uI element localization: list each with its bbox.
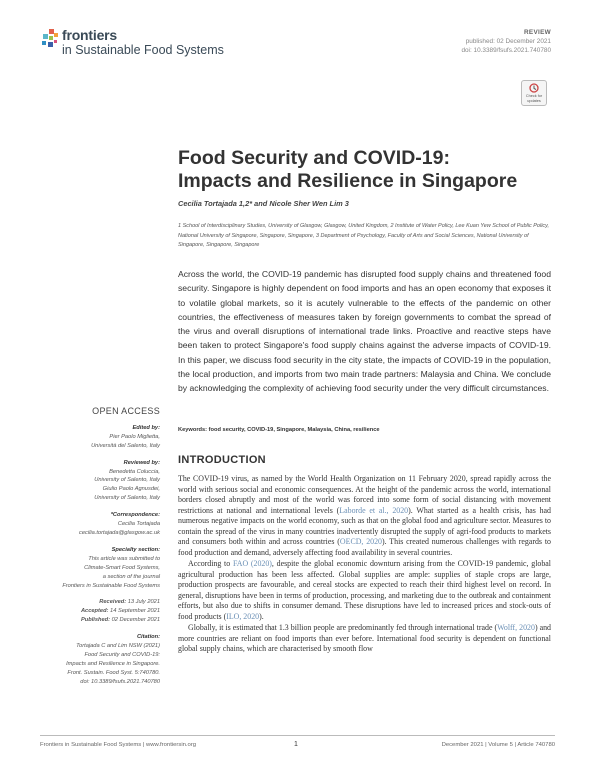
published-date: published: 02 December 2021 (465, 38, 551, 45)
edited-by-heading: Edited by: (132, 424, 160, 431)
specialty-line: This article was submitted to (88, 555, 160, 562)
citation-link[interactable]: Wolff, 2020 (497, 623, 535, 632)
title-line-2: Impacts and Resilience in Singapore (178, 170, 518, 192)
specialty-line: Frontiers in Sustainable Food Systems (62, 582, 160, 589)
received-date: Received: 13 July 2021 (99, 599, 160, 606)
article-type: REVIEW (523, 29, 551, 36)
editor-name[interactable]: Pier Paolo Miglietta, (109, 433, 160, 440)
reviewed-by-heading: Reviewed by: (123, 459, 160, 466)
citation-line: Front. Sustain. Food Syst. 5:740780. (67, 669, 160, 676)
abstract: Across the world, the COVID-19 pandemic has disrupted food supply chains and threatened food security. Singapore is highly dependent on food imports and has an open economy that exposes it to volatile global markets, so it is acutely vulnerable to the effects of the pandemic on other countries, the effectiveness of measures taken by foreign governments to combat the spread of the virus and overall disruptions of international trade links. Proactive and reactive steps have been taken to protect Singapore's food supply chains against the adverse impacts of COVID-19. In this paper, we discuss food security in the city state, the impacts of COVID-19 in the population, the local production, and imports from two main trade partners: Malaysia and China. We conclude by acknowledging the complexity of achieving food security under the very difficult circumstances. (178, 269, 551, 393)
footer-journal[interactable]: Frontiers in Sustainable Food Systems | www.frontiersin.org (40, 742, 197, 748)
paragraph: The COVID-19 virus, as named by the World Health Organization on 11 February 2020, spread rapidly across the world with serious social and economic consequences. At the height of the pandemic across the world, international borders closed abruptly and most of the world was forced into some form of social distancing with movement restrictions at national and international levels (Laborde et al., 2020). What started as a health crisis, has had numerous negative impacts on the world economy, such as that on the global food and agriculture sector. Measures to contain the spread of the virus in many countries inadvertently disrupted the supply of agri-food products to markets and consumers both within and across countries (OECD, 2020). This created numerous challenges with regards to food production and demand, adversely affecting food availability in several countries. (178, 474, 551, 557)
footer-divider (40, 735, 555, 736)
correspondence-name: Cecilia Tortajada (117, 521, 160, 528)
published-date-sidebar: Published: 02 December 2021 (80, 617, 160, 624)
paragraph: According to FAO (2020), despite the global economic downturn arising from the COVID-19 pandemic, global agricultural production has been less affected. Global supplies are ample: supplies of staple crops are large, production prospects are favourable, and cereal stocks are expected to reach their third highest level on record. In general, disruptions have been in terms of production, processing, and marketing due to the outbreak and containment efforts, but also due to shifts in consumer demand. These disruptions have led to increased prices and stock-outs of food products (ILO, 2020). (178, 559, 551, 621)
journal-name[interactable]: in Sustainable Food Systems (62, 43, 224, 57)
citation-link[interactable]: Laborde et al., 2020 (339, 505, 409, 515)
reviewer-name[interactable]: Giulio Paolo Agnusdei, (102, 486, 160, 493)
footer-issue: December 2021 | Volume 5 | Article 740780 (441, 742, 555, 748)
reviewer-affiliation: University of Salento, Italy (94, 477, 160, 484)
correspondence-email[interactable]: cecilia.tortajada@glasgow.ac.uk (78, 529, 160, 536)
doi-link[interactable]: doi: 10.3389/fsufs.2021.740780 (461, 47, 551, 54)
page-number: 1 (294, 741, 298, 748)
specialty-line: Climate-Smart Food Systems, (84, 564, 160, 571)
citation-line: Impacts and Resilience in Singapore. (66, 660, 160, 667)
frontiers-logo-icon (40, 28, 60, 50)
citation-line: Tortajada C and Lim NSW (2021) (76, 643, 160, 650)
affiliations: 1 School of Interdisciplinary Studies, University of Glasgow, Glasgow, United Kingdom, 2 Institute of Water Policy, Lee Kuan Yew School of Public Policy, National University of Singapore, Singapore, Singapore, 3 Department of Psychology, Faculty of Arts and Social Sciences, National University of Singapore, Singapore, Singapore (178, 223, 550, 249)
check-for-updates-button[interactable] (521, 80, 547, 106)
brand-name[interactable]: frontiers (62, 27, 117, 43)
citation-line: Food Security and COVID-19: (84, 651, 160, 658)
citation-link[interactable]: ILO, 2020 (226, 611, 260, 621)
specialty-heading: Specialty section: (111, 546, 160, 553)
reviewer-name[interactable]: Benedetta Coluccia, (109, 468, 160, 475)
citation-doi[interactable]: doi: 10.3389/fsufs.2021.740780 (80, 678, 160, 685)
open-access-label: OPEN ACCESS (92, 406, 160, 416)
page-title (178, 147, 558, 193)
correspondence-heading: *Correspondence: (110, 512, 160, 519)
paragraph: Globally, it is estimated that 1.3 billion people are predominantly fed through international trade (Wolff, 2020) and more countries are reliant on food imports than ever before. International food security is dependent on functional global supply chains, which are characterised by smooth flow (178, 623, 551, 653)
citation-link[interactable]: OECD, 2020 (339, 537, 382, 546)
reviewer-affiliation: University of Salento, Italy (94, 495, 160, 502)
update-badge-label: Check for updates (525, 94, 543, 103)
update-icon (529, 83, 539, 93)
section-heading-introduction: INTRODUCTION (178, 454, 266, 466)
title-line-1: Food Security and COVID-19: (178, 147, 450, 169)
specialty-line: a section of the journal (102, 573, 160, 580)
citation-link[interactable]: FAO (2020) (232, 559, 272, 568)
editor-affiliation: Università del Salento, Italy (91, 442, 160, 449)
accepted-date: Accepted: 14 September 2021 (80, 608, 160, 615)
keywords: Keywords: food security, COVID-19, Singapore, Malaysia, China, resilience (178, 427, 380, 433)
author-list[interactable]: Cecilia Tortajada 1,2* and Nicole Sher Wen Lim 3 (178, 199, 349, 208)
introduction-body (178, 474, 551, 655)
article-sidebar (40, 407, 160, 687)
citation-heading: Citation: (136, 634, 160, 641)
article-meta (461, 28, 551, 55)
